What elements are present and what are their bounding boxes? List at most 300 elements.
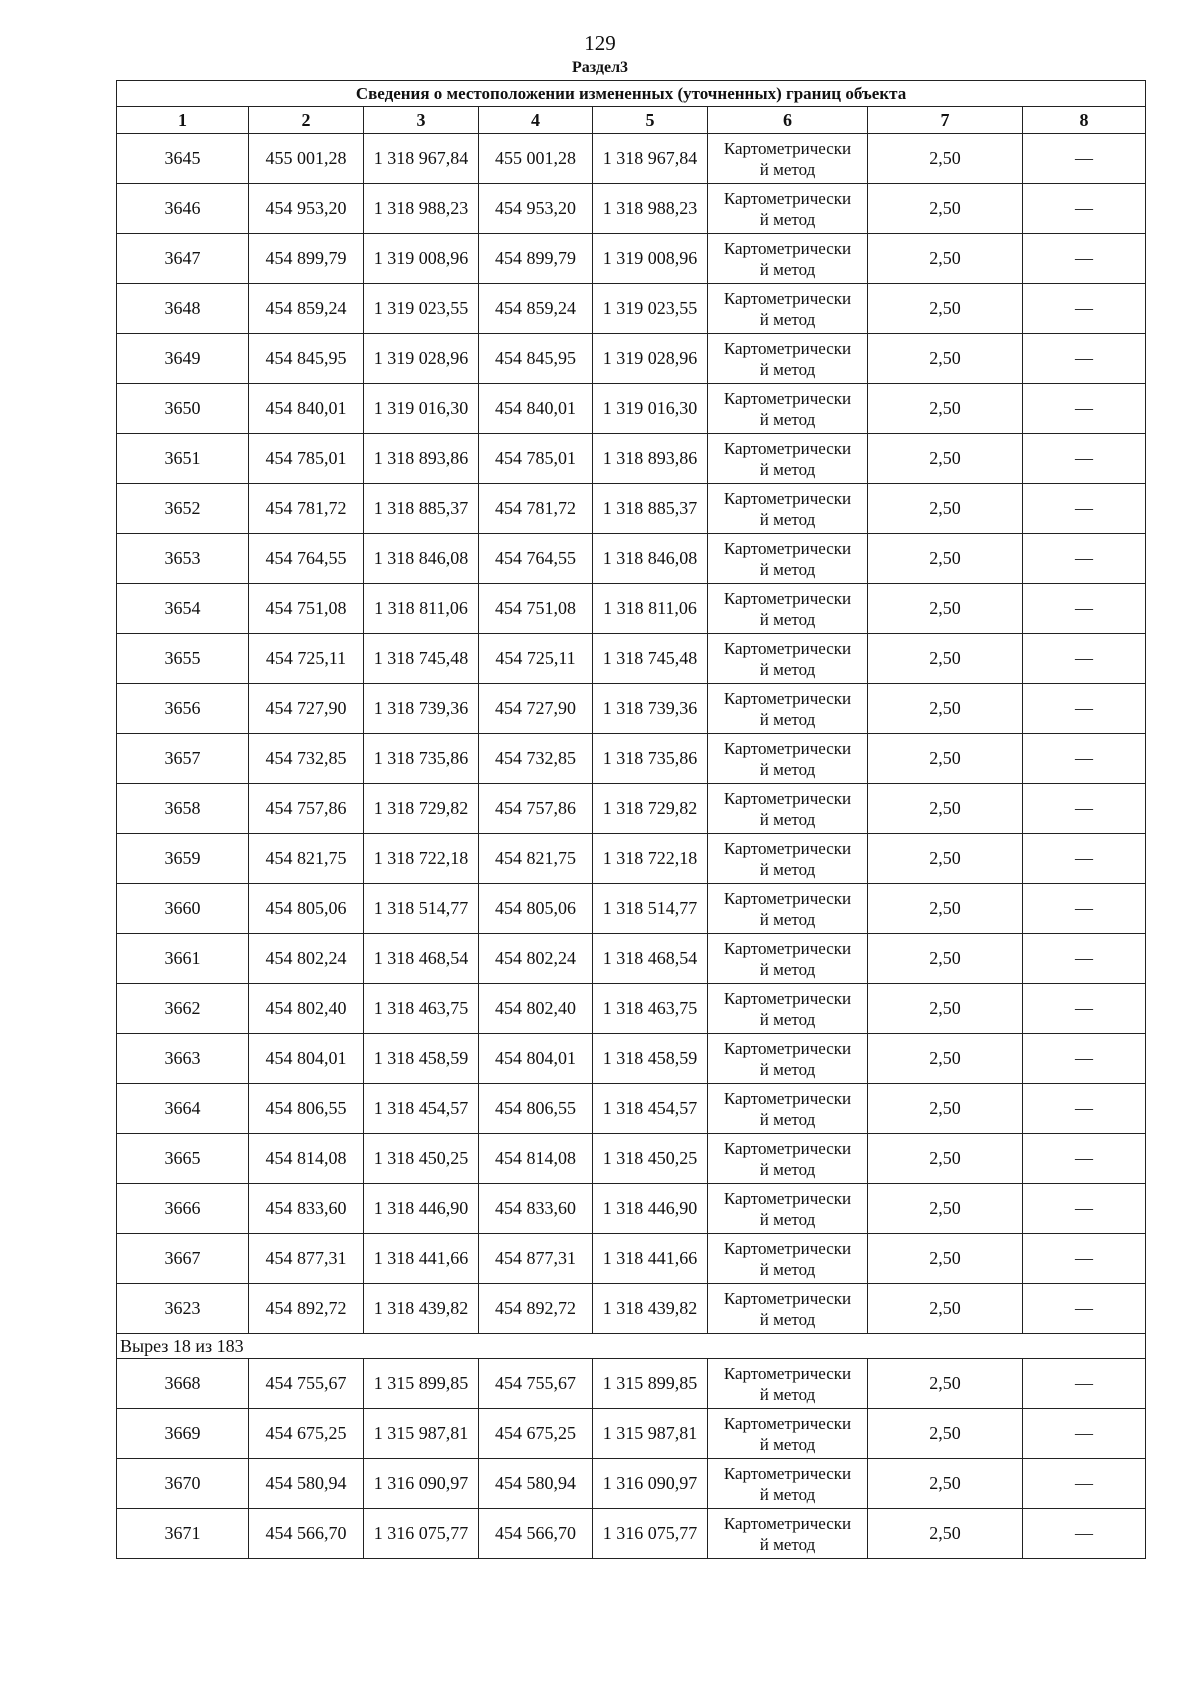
accuracy-cell: 2,50 (868, 284, 1023, 334)
y-new-coordinate-cell: 1 318 454,57 (593, 1084, 708, 1134)
table-row (117, 184, 1146, 234)
x-new-coordinate-cell: 454 566,70 (479, 1509, 593, 1559)
y-coordinate-cell: 1 318 441,66 (364, 1234, 479, 1284)
method-line1: Картометрически (723, 238, 852, 258)
point-number-cell: 3650 (117, 384, 249, 434)
y-new-coordinate-cell: 1 318 745,48 (593, 634, 708, 684)
x-coordinate-cell: 454 899,79 (249, 234, 364, 284)
method-cell (708, 684, 868, 734)
y-coordinate-cell: 1 318 454,57 (364, 1084, 479, 1134)
table-row (117, 1034, 1146, 1084)
y-coordinate-cell: 1 316 075,77 (364, 1509, 479, 1559)
method-line1: Картометрически (723, 1088, 852, 1108)
point-number-cell: 3649 (117, 334, 249, 384)
x-coordinate-cell: 454 892,72 (249, 1284, 364, 1334)
method-line2: й метод (759, 1434, 816, 1454)
y-new-coordinate-cell: 1 318 988,23 (593, 184, 708, 234)
point-number-cell: 3667 (117, 1234, 249, 1284)
accuracy-cell: 2,50 (868, 434, 1023, 484)
method-line1: Картометрически (723, 288, 852, 308)
description-cell: — (1023, 1284, 1146, 1334)
description-cell: — (1023, 134, 1146, 184)
description-cell: — (1023, 234, 1146, 284)
y-coordinate-cell: 1 318 735,86 (364, 734, 479, 784)
x-new-coordinate-cell: 454 727,90 (479, 684, 593, 734)
point-number-cell: 3647 (117, 234, 249, 284)
accuracy-cell: 2,50 (868, 1234, 1023, 1284)
y-coordinate-cell: 1 318 450,25 (364, 1134, 479, 1184)
accuracy-cell: 2,50 (868, 584, 1023, 634)
y-coordinate-cell: 1 318 893,86 (364, 434, 479, 484)
column-header: 6 (708, 107, 868, 134)
x-coordinate-cell: 454 802,24 (249, 934, 364, 984)
description-cell: — (1023, 1359, 1146, 1409)
x-coordinate-cell: 454 732,85 (249, 734, 364, 784)
x-new-coordinate-cell: 454 953,20 (479, 184, 593, 234)
accuracy-cell: 2,50 (868, 834, 1023, 884)
column-header: 8 (1023, 107, 1146, 134)
x-new-coordinate-cell: 455 001,28 (479, 134, 593, 184)
method-cell (708, 484, 868, 534)
table-row (117, 784, 1146, 834)
y-new-coordinate-cell: 1 318 729,82 (593, 784, 708, 834)
x-new-coordinate-cell: 454 859,24 (479, 284, 593, 334)
method-cell (708, 834, 868, 884)
method-cell (708, 534, 868, 584)
x-new-coordinate-cell: 454 877,31 (479, 1234, 593, 1284)
column-header: 5 (593, 107, 708, 134)
method-cell (708, 384, 868, 434)
y-new-coordinate-cell: 1 318 446,90 (593, 1184, 708, 1234)
method-line2: й метод (759, 659, 816, 679)
description-cell: — (1023, 284, 1146, 334)
accuracy-cell: 2,50 (868, 184, 1023, 234)
method-cell (708, 1234, 868, 1284)
x-coordinate-cell: 454 757,86 (249, 784, 364, 834)
description-cell: — (1023, 334, 1146, 384)
x-coordinate-cell: 454 845,95 (249, 334, 364, 384)
method-cell (708, 884, 868, 934)
method-line1: Картометрически (723, 1188, 852, 1208)
table-row (117, 1409, 1146, 1459)
y-coordinate-cell: 1 318 967,84 (364, 134, 479, 184)
method-line2: й метод (759, 1484, 816, 1504)
y-new-coordinate-cell: 1 316 090,97 (593, 1459, 708, 1509)
y-coordinate-cell: 1 319 016,30 (364, 384, 479, 434)
y-new-coordinate-cell: 1 318 439,82 (593, 1284, 708, 1334)
method-line2: й метод (759, 1209, 816, 1229)
method-line2: й метод (759, 1384, 816, 1404)
point-number-cell: 3648 (117, 284, 249, 334)
description-cell: — (1023, 434, 1146, 484)
y-new-coordinate-cell: 1 318 722,18 (593, 834, 708, 884)
point-number-cell: 3660 (117, 884, 249, 934)
y-new-coordinate-cell: 1 318 450,25 (593, 1134, 708, 1184)
x-coordinate-cell: 454 781,72 (249, 484, 364, 534)
table-row (117, 1234, 1146, 1284)
x-coordinate-cell: 454 566,70 (249, 1509, 364, 1559)
x-new-coordinate-cell: 454 814,08 (479, 1134, 593, 1184)
x-coordinate-cell: 454 953,20 (249, 184, 364, 234)
method-line2: й метод (759, 1159, 816, 1179)
x-new-coordinate-cell: 454 757,86 (479, 784, 593, 834)
method-line2: й метод (759, 1259, 816, 1279)
method-line2: й метод (759, 1309, 816, 1329)
y-new-coordinate-cell: 1 318 885,37 (593, 484, 708, 534)
method-line2: й метод (759, 859, 816, 879)
description-cell: — (1023, 1184, 1146, 1234)
accuracy-cell: 2,50 (868, 484, 1023, 534)
y-coordinate-cell: 1 319 023,55 (364, 284, 479, 334)
y-coordinate-cell: 1 319 008,96 (364, 234, 479, 284)
point-number-cell: 3652 (117, 484, 249, 534)
method-cell (708, 784, 868, 834)
method-cell (708, 234, 868, 284)
method-cell (708, 1459, 868, 1509)
x-coordinate-cell: 454 806,55 (249, 1084, 364, 1134)
x-coordinate-cell: 455 001,28 (249, 134, 364, 184)
y-new-coordinate-cell: 1 315 899,85 (593, 1359, 708, 1409)
table-row (117, 434, 1146, 484)
method-line1: Картометрически (723, 1413, 852, 1433)
method-line1: Картометрически (723, 538, 852, 558)
method-line1: Картометрически (723, 588, 852, 608)
method-line2: й метод (759, 209, 816, 229)
description-cell: — (1023, 1509, 1146, 1559)
y-coordinate-cell: 1 318 458,59 (364, 1034, 479, 1084)
method-line1: Картометрически (723, 638, 852, 658)
y-new-coordinate-cell: 1 318 458,59 (593, 1034, 708, 1084)
method-cell (708, 434, 868, 484)
x-coordinate-cell: 454 877,31 (249, 1234, 364, 1284)
method-line2: й метод (759, 759, 816, 779)
y-coordinate-cell: 1 318 463,75 (364, 984, 479, 1034)
y-new-coordinate-cell: 1 318 967,84 (593, 134, 708, 184)
y-new-coordinate-cell: 1 318 463,75 (593, 984, 708, 1034)
point-number-cell: 3664 (117, 1084, 249, 1134)
method-line2: й метод (759, 909, 816, 929)
x-new-coordinate-cell: 454 751,08 (479, 584, 593, 634)
table-row (117, 734, 1146, 784)
y-coordinate-cell: 1 318 446,90 (364, 1184, 479, 1234)
point-number-cell: 3645 (117, 134, 249, 184)
accuracy-cell: 2,50 (868, 984, 1023, 1034)
method-cell (708, 934, 868, 984)
method-cell (708, 734, 868, 784)
accuracy-cell: 2,50 (868, 1509, 1023, 1559)
description-cell: — (1023, 1409, 1146, 1459)
method-line1: Картометрически (723, 988, 852, 1008)
x-coordinate-cell: 454 727,90 (249, 684, 364, 734)
description-cell: — (1023, 1459, 1146, 1509)
x-new-coordinate-cell: 454 732,85 (479, 734, 593, 784)
x-new-coordinate-cell: 454 845,95 (479, 334, 593, 384)
x-new-coordinate-cell: 454 802,40 (479, 984, 593, 1034)
description-cell: — (1023, 1234, 1146, 1284)
y-coordinate-cell: 1 318 514,77 (364, 884, 479, 934)
y-coordinate-cell: 1 315 899,85 (364, 1359, 479, 1409)
description-cell: — (1023, 984, 1146, 1034)
x-coordinate-cell: 454 751,08 (249, 584, 364, 634)
description-cell: — (1023, 1134, 1146, 1184)
table-row (117, 1184, 1146, 1234)
point-number-cell: 3662 (117, 984, 249, 1034)
description-cell: — (1023, 684, 1146, 734)
description-cell: — (1023, 534, 1146, 584)
column-number-row (117, 107, 1146, 134)
x-coordinate-cell: 454 725,11 (249, 634, 364, 684)
method-line2: й метод (759, 1059, 816, 1079)
y-new-coordinate-cell: 1 318 514,77 (593, 884, 708, 934)
description-cell: — (1023, 1034, 1146, 1084)
column-header: 3 (364, 107, 479, 134)
accuracy-cell: 2,50 (868, 1184, 1023, 1234)
y-new-coordinate-cell: 1 318 739,36 (593, 684, 708, 734)
method-line2: й метод (759, 959, 816, 979)
point-number-cell: 3659 (117, 834, 249, 884)
x-coordinate-cell: 454 675,25 (249, 1409, 364, 1459)
table-row (117, 484, 1146, 534)
table-row (117, 834, 1146, 884)
description-cell: — (1023, 784, 1146, 834)
method-line1: Картометрически (723, 938, 852, 958)
table-row (117, 334, 1146, 384)
method-line1: Картометрически (723, 738, 852, 758)
method-line2: й метод (759, 459, 816, 479)
table-row (117, 1359, 1146, 1409)
table-row (117, 234, 1146, 284)
method-line1: Картометрически (723, 1038, 852, 1058)
table-row (117, 1284, 1146, 1334)
y-new-coordinate-cell: 1 319 016,30 (593, 384, 708, 434)
y-coordinate-cell: 1 318 439,82 (364, 1284, 479, 1334)
x-new-coordinate-cell: 454 804,01 (479, 1034, 593, 1084)
x-new-coordinate-cell: 454 781,72 (479, 484, 593, 534)
x-new-coordinate-cell: 454 840,01 (479, 384, 593, 434)
y-coordinate-cell: 1 318 885,37 (364, 484, 479, 534)
y-coordinate-cell: 1 318 729,82 (364, 784, 479, 834)
method-line2: й метод (759, 1109, 816, 1129)
section-title: Раздел3 (571, 59, 629, 76)
method-cell (708, 134, 868, 184)
method-line2: й метод (759, 159, 816, 179)
y-new-coordinate-cell: 1 319 023,55 (593, 284, 708, 334)
description-cell: — (1023, 484, 1146, 534)
coordinates-table (116, 80, 1146, 1559)
accuracy-cell: 2,50 (868, 884, 1023, 934)
accuracy-cell: 2,50 (868, 384, 1023, 434)
point-number-cell: 3670 (117, 1459, 249, 1509)
method-line1: Картометрически (723, 888, 852, 908)
table-row (117, 134, 1146, 184)
point-number-cell: 3668 (117, 1359, 249, 1409)
x-coordinate-cell: 454 802,40 (249, 984, 364, 1034)
column-header: 1 (117, 107, 249, 134)
method-cell (708, 1509, 868, 1559)
method-cell (708, 334, 868, 384)
description-cell: — (1023, 734, 1146, 784)
accuracy-cell: 2,50 (868, 784, 1023, 834)
x-new-coordinate-cell: 454 764,55 (479, 534, 593, 584)
method-line1: Картометрически (723, 1513, 852, 1533)
point-number-cell: 3653 (117, 534, 249, 584)
x-coordinate-cell: 454 785,01 (249, 434, 364, 484)
x-new-coordinate-cell: 454 755,67 (479, 1359, 593, 1409)
x-coordinate-cell: 454 833,60 (249, 1184, 364, 1234)
method-line1: Картометрически (723, 388, 852, 408)
y-coordinate-cell: 1 319 028,96 (364, 334, 479, 384)
accuracy-cell: 2,50 (868, 934, 1023, 984)
method-line2: й метод (759, 309, 816, 329)
x-coordinate-cell: 454 755,67 (249, 1359, 364, 1409)
table-row (117, 1509, 1146, 1559)
method-cell (708, 1409, 868, 1459)
x-coordinate-cell: 454 804,01 (249, 1034, 364, 1084)
page-number: 129 (584, 31, 616, 55)
accuracy-cell: 2,50 (868, 1409, 1023, 1459)
method-line1: Картометрически (723, 138, 852, 158)
y-new-coordinate-cell: 1 318 441,66 (593, 1234, 708, 1284)
method-line2: й метод (759, 509, 816, 529)
y-coordinate-cell: 1 318 468,54 (364, 934, 479, 984)
method-line2: й метод (759, 1534, 816, 1554)
accuracy-cell: 2,50 (868, 234, 1023, 284)
table-row (117, 384, 1146, 434)
y-coordinate-cell: 1 318 811,06 (364, 584, 479, 634)
y-coordinate-cell: 1 318 745,48 (364, 634, 479, 684)
y-coordinate-cell: 1 318 988,23 (364, 184, 479, 234)
description-cell: — (1023, 884, 1146, 934)
y-new-coordinate-cell: 1 318 893,86 (593, 434, 708, 484)
x-new-coordinate-cell: 454 833,60 (479, 1184, 593, 1234)
table-caption-row (117, 81, 1146, 107)
method-line1: Картометрически (723, 338, 852, 358)
x-coordinate-cell: 454 840,01 (249, 384, 364, 434)
x-new-coordinate-cell: 454 805,06 (479, 884, 593, 934)
x-new-coordinate-cell: 454 806,55 (479, 1084, 593, 1134)
accuracy-cell: 2,50 (868, 634, 1023, 684)
description-cell: — (1023, 384, 1146, 434)
y-new-coordinate-cell: 1 319 008,96 (593, 234, 708, 284)
accuracy-cell: 2,50 (868, 1284, 1023, 1334)
method-line2: й метод (759, 559, 816, 579)
y-coordinate-cell: 1 318 846,08 (364, 534, 479, 584)
point-number-cell: 3665 (117, 1134, 249, 1184)
method-cell (708, 1134, 868, 1184)
column-header: 7 (868, 107, 1023, 134)
table-row (117, 1084, 1146, 1134)
point-number-cell: 3654 (117, 584, 249, 634)
method-line1: Картометрически (723, 1138, 852, 1158)
method-cell (708, 184, 868, 234)
description-cell: — (1023, 934, 1146, 984)
point-number-cell: 3669 (117, 1409, 249, 1459)
point-number-cell: 3657 (117, 734, 249, 784)
x-new-coordinate-cell: 454 580,94 (479, 1459, 593, 1509)
accuracy-cell: 2,50 (868, 134, 1023, 184)
method-line2: й метод (759, 359, 816, 379)
method-line1: Картометрически (723, 1363, 852, 1383)
y-new-coordinate-cell: 1 315 987,81 (593, 1409, 708, 1459)
method-line1: Картометрически (723, 438, 852, 458)
accuracy-cell: 2,50 (868, 734, 1023, 784)
point-number-cell: 3661 (117, 934, 249, 984)
table-caption: Сведения о местоположении измененных (уточненных) границ объекта (117, 81, 1146, 107)
method-cell (708, 1034, 868, 1084)
method-line1: Картометрически (723, 188, 852, 208)
x-new-coordinate-cell: 454 725,11 (479, 634, 593, 684)
point-number-cell: 3656 (117, 684, 249, 734)
x-new-coordinate-cell: 454 899,79 (479, 234, 593, 284)
method-line2: й метод (759, 809, 816, 829)
accuracy-cell: 2,50 (868, 684, 1023, 734)
y-new-coordinate-cell: 1 318 811,06 (593, 584, 708, 634)
x-new-coordinate-cell: 454 892,72 (479, 1284, 593, 1334)
y-new-coordinate-cell: 1 318 846,08 (593, 534, 708, 584)
cut-label: Вырез 18 из 183 (117, 1334, 1146, 1359)
method-line2: й метод (759, 409, 816, 429)
table-row (117, 1459, 1146, 1509)
method-line2: й метод (759, 709, 816, 729)
point-number-cell: 3663 (117, 1034, 249, 1084)
table-row (117, 534, 1146, 584)
y-new-coordinate-cell: 1 319 028,96 (593, 334, 708, 384)
point-number-cell: 3671 (117, 1509, 249, 1559)
accuracy-cell: 2,50 (868, 334, 1023, 384)
x-coordinate-cell: 454 764,55 (249, 534, 364, 584)
method-cell (708, 1084, 868, 1134)
description-cell: — (1023, 634, 1146, 684)
method-cell (708, 984, 868, 1034)
accuracy-cell: 2,50 (868, 534, 1023, 584)
y-coordinate-cell: 1 316 090,97 (364, 1459, 479, 1509)
x-coordinate-cell: 454 805,06 (249, 884, 364, 934)
y-new-coordinate-cell: 1 316 075,77 (593, 1509, 708, 1559)
table-row (117, 634, 1146, 684)
description-cell: — (1023, 584, 1146, 634)
table-row (117, 284, 1146, 334)
point-number-cell: 3666 (117, 1184, 249, 1234)
accuracy-cell: 2,50 (868, 1359, 1023, 1409)
point-number-cell: 3658 (117, 784, 249, 834)
x-new-coordinate-cell: 454 821,75 (479, 834, 593, 884)
x-new-coordinate-cell: 454 785,01 (479, 434, 593, 484)
method-cell (708, 634, 868, 684)
method-line1: Картометрически (723, 838, 852, 858)
x-new-coordinate-cell: 454 675,25 (479, 1409, 593, 1459)
method-cell (708, 1184, 868, 1234)
table-row (117, 934, 1146, 984)
description-cell: — (1023, 1084, 1146, 1134)
y-coordinate-cell: 1 315 987,81 (364, 1409, 479, 1459)
cut-separator-row (117, 1334, 1146, 1359)
method-cell (708, 1359, 868, 1409)
method-line2: й метод (759, 259, 816, 279)
x-coordinate-cell: 454 814,08 (249, 1134, 364, 1184)
table-row (117, 984, 1146, 1034)
column-header: 2 (249, 107, 364, 134)
method-line1: Картометрически (723, 1288, 852, 1308)
description-cell: — (1023, 834, 1146, 884)
accuracy-cell: 2,50 (868, 1084, 1023, 1134)
table-row (117, 1134, 1146, 1184)
method-line1: Картометрически (723, 1238, 852, 1258)
accuracy-cell: 2,50 (868, 1459, 1023, 1509)
method-line1: Картометрически (723, 1463, 852, 1483)
method-cell (708, 1284, 868, 1334)
table-row (117, 684, 1146, 734)
description-cell: — (1023, 184, 1146, 234)
